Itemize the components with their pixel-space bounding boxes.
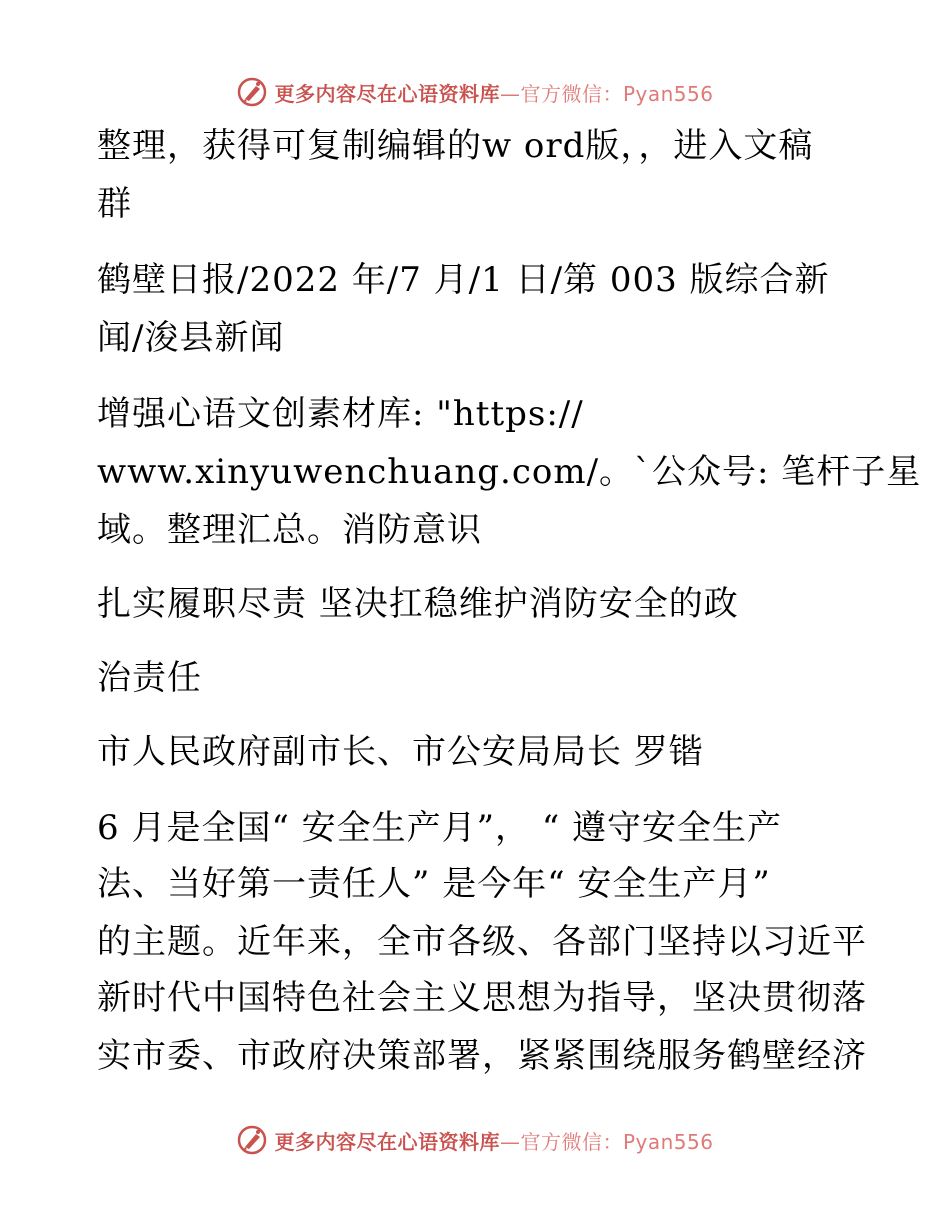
body-line: 域。整理汇总。消防意识	[97, 510, 482, 550]
banner-text	[274, 1126, 713, 1155]
body-line: 增强心语文创素材库: "https://	[97, 394, 584, 434]
banner-separator: —	[499, 1129, 521, 1154]
body-line: 法、当好第一责任人” 是今年“ 安全生产月”	[97, 864, 771, 904]
body-line: www.xinyuwenchuang.com/。`公众号: 笔杆子星	[97, 452, 922, 492]
body-line: 群	[97, 184, 132, 224]
body-line: 治责任	[97, 658, 202, 698]
banner-slogan: 更多内容尽在心语资料库	[274, 1129, 500, 1154]
banner-slogan: 更多内容尽在心语资料库	[274, 81, 500, 106]
body-line: 的主题。近年来，全市各级、各部门坚持以习近平	[97, 922, 867, 962]
pen-logo-icon	[236, 1124, 268, 1156]
body-line: 整理，获得可复制编辑的w ord版，，进入文稿	[97, 126, 814, 166]
body-line: 市人民政府副市长、市公安局局长 罗锴	[97, 732, 704, 772]
banner-wechat: 官方微信：Pyan556	[520, 81, 714, 106]
banner-separator: —	[499, 81, 521, 106]
footer-banner	[0, 1120, 950, 1160]
pen-logo-icon	[236, 76, 268, 108]
body-line: 闻/浚县新闻	[97, 318, 285, 358]
body-line: 扎实履职尽责 坚决扛稳维护消防安全的政	[97, 584, 739, 624]
body-line: 6 月是全国“ 安全生产月”， “ 遵守安全生产	[97, 808, 783, 848]
body-line: 实市委、市政府决策部署，紧紧围绕服务鹤壁经济	[97, 1036, 867, 1076]
header-banner	[0, 72, 950, 112]
banner-text	[274, 78, 713, 107]
banner-wechat: 官方微信：Pyan556	[520, 1129, 714, 1154]
body-line: 鹤壁日报/2022 年/7 月/1 日/第 003 版综合新	[97, 260, 830, 300]
body-line: 新时代中国特色社会主义思想为指导，坚决贯彻落	[97, 978, 867, 1018]
